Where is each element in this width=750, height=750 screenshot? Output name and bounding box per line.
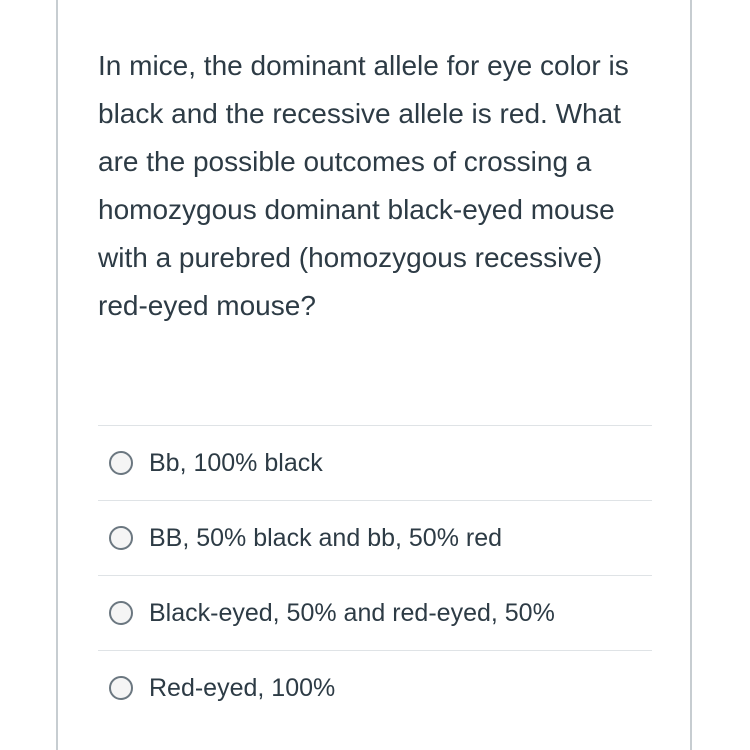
answer-label: BB, 50% black and bb, 50% red xyxy=(149,523,503,552)
answer-option-1[interactable] xyxy=(98,425,652,500)
radio-button-icon[interactable] xyxy=(109,601,133,625)
answer-label: Black-eyed, 50% and red-eyed, 50% xyxy=(149,598,555,627)
answer-option-3[interactable] xyxy=(98,575,652,650)
radio-button-icon[interactable] xyxy=(109,451,133,475)
answer-option-2[interactable] xyxy=(98,500,652,575)
answer-label: Bb, 100% black xyxy=(149,448,323,477)
answer-label: Red-eyed, 100% xyxy=(149,673,336,702)
answer-option-4[interactable] xyxy=(98,650,652,725)
question-text: In mice, the dominant allele for eye color is black and the recessive allele is red. What are the possible outcomes of crossing a homozygous dominant black-eyed mouse with a purebred (homozygous recessive) red-eyed mouse? xyxy=(98,50,629,321)
answer-list xyxy=(98,425,652,725)
radio-button-icon[interactable] xyxy=(109,526,133,550)
radio-button-icon[interactable] xyxy=(109,676,133,700)
